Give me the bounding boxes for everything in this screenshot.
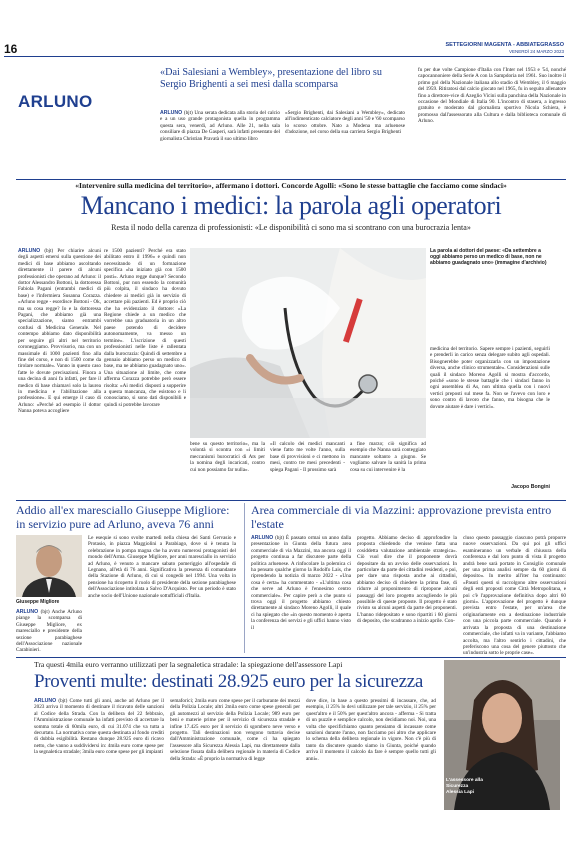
- body-text: bene su questo territorio», ma la volontà si scontra con «i limiti meccanismi burocratici di Ats per la nomina degli incaricati, contro cui non possiamo far nulla».: [190, 441, 265, 473]
- article-column: [430, 346, 550, 410]
- body-text: «Sergio Brighenti, dai Salesiani a Wembley», dedicato all'indimenticato calciatore degli anni '50 e '60 scomparso lo scorso ottobre. Nato a Modena ma arluenese d'adozione, nel corso della sua carriera Sergio Brighenti: [285, 110, 405, 136]
- article-column: [357, 535, 457, 625]
- body-text: (bjt) Una serata dedicata alla storia del calcio e a un uso grande protagonista quella in programma questa sera, venerdì, ad Arluno. Alle 21, nella sala consiliare di piazza De Gasperi, sarà infatti presentato del giornalista Christian Pravatà il suo ultimo libro: [160, 110, 280, 142]
- article-kicker: «Intervenire sulla medicina del territorio», affermano i dottori. Concorde Agolli: «Sono le stesse battaglie che facciamo come sindaci»: [75, 181, 507, 190]
- body-text: (bjt) Per chiarire alcuni degli aspetti emersi sulla questione dei medici di base abbiamo ascoltando direttamente il parere di alcuni professionisti che operano ad Arluno: il dottor Alessandro Bottoni, la dottoressa Fabiola Pagani (entrambi medici di base) e l'infermiera Susanna Corazza. «Arluno regge - esordisce Bottoni - Ok, ma su cosa regge? Io e la dottoressa Pagani, che abbiamo già una specializzazione, siamo entrambi confusi di Medicina Generale. Nel contempo abbiamo dato disponibilità per seguire gli altri nel territorio coroneggiamo. Provvisorio, ma con un massimale di 1000 pazienti fino alla fine del corso, e non di 1500 come da tirolare normale». Vanno in questo caso fatte le dovute precisazioni. Finora a una decina di anni fa infatti, per fare il medico di base chiamavi solo la laurea in medicina e l'abilitazione alla professione». E qui emerge il caso di Arluno: «Perché ad esempio il dottor Nanna poteva accogliere: [18, 248, 101, 415]
- divider: [16, 179, 566, 180]
- article-column: [160, 110, 280, 142]
- article-column: [190, 441, 265, 473]
- issue-date: VENERDÌ 24 MARZO 2023: [508, 49, 564, 54]
- article-column: [251, 535, 351, 631]
- divider: [16, 500, 566, 501]
- article-column: [270, 441, 345, 473]
- body-text: cluso questo passaggio ciascuno potrà proporre nuove osservazioni. Da qui poi gli uffici esamineranno un verbale di chiusura della conferenza e dal loro punto di vista il progetto andrà bene sarà portato in Consiglio comunale per una prima analisi sempre da 60 giorni di deposito». In merito all'iter ha continuato: «Pasuti questi si raccolgono altre osservazioni degli enti proposti come Città Metropolitana, e poi c'è l'approvazione definitiva dopo altri 60 giorni». L'approvazione del progetto è dunque prevista entro l'estate, per un'area che originariamente era a destinazione industriale con una piccola parte commerciale. Quando è arrivata la proposta di una destinazione commerciale, che infatti va in variante, l'abbiamo accolta, ma l'altro sentirlo i cittadini, che preferiscono una cosa del genere piuttosto che un'industria sotto le proprie case».: [463, 535, 566, 657]
- article-column: [306, 698, 436, 762]
- body-text: progetto. Abbiamo deciso di approfondire la proposta chiedendo che venisse fatta una cosiddetta valutazione ambientale strategica». Ciò vuol dire che il proponente dovrà depositare da un avviso delle osservazioni. In particolare da parte dei cittadini residenti, e poi, per dare una risposta anche ai cittadini, abbiamo deciso di chiedere la prima fase, di ridurre al proponimento di ripropone alcuni passaggi del loro progetto accogliendo le più possibile di queste proposte. Il progetto è stato rivisto su alcuni aspetti da parte dei proponenti. L'hanno ridepositato e sono ripartiti i 60 giorni di deposito, che scadranno a inizio aprile. Con-: [357, 535, 457, 625]
- body-text: medicina del territorio. Sapere sempre i pazienti, seguirli e prenderli in carico senza delegare subito agli ospedali. Bisognerebbe poter organizzarla con un impostazione diversa, anche clinico strumentale». Considerazioni sulle quali il sindaco Moreno Agolli si mostra d'accordo, poiché «sono le stesse battaglie che i sindaci fanno in ogni assemblea di As, non ultima quella con i nuovi vertici preposti sul mese fa. Non se l'avevo con loro e sono contro di lavoro che fanno, ma bisogna che le dovute aiutare è dare i vertici».: [430, 346, 550, 410]
- article-column: [18, 248, 101, 415]
- article-title: Area commerciale di via Mazzini: approvazione prevista entro l'estate: [251, 503, 552, 531]
- article-column: [463, 535, 566, 657]
- photo-caption: Giuseppe Migliore: [16, 599, 60, 605]
- column-divider: [244, 503, 245, 653]
- article-column: [285, 110, 405, 136]
- body-text: Le esequie si sono svolte martedì nella chiesa dei Santi Gervasio e Protasio, in piazza Maggiolini a Parabiago, dove si è tenuta la celebrazione in pompa magna che ha avuto numerosi protagonisti del mondo dell'Arma. Giuseppe Migliore, per anni maresciallo in servizio ad Arluno, è venuto a mancare sabato pomeriggio all'ospedale di Legnano, all'età di 76 anni. Significativa la presenza di comandante della Stazione di Arluno, di cui si congedò nel 1994. Una volta in pensione ha ricoperto il ruolo di presidente della sezione parabiaghese dell'Associazione intitolata a Salvo D'Acquisto. Per un periodo è stato anche socio dell'Unione nazionale sottufficiali d'Italia.: [88, 535, 236, 599]
- page-header: [0, 42, 580, 62]
- article-column: [104, 248, 186, 408]
- divider: [16, 657, 566, 658]
- article-column: [16, 609, 82, 654]
- section-label: ARLUNO: [18, 92, 93, 111]
- article-kicker: Tra questi 4mila euro verranno utilizzati per la segnaletica stradale: la spiegazione dell'assessore Lapi: [34, 660, 343, 669]
- header-rule: [4, 56, 564, 57]
- place-tag: ARLUNO: [34, 698, 57, 704]
- article-column: [170, 698, 300, 762]
- article-libro-brighenti: [160, 67, 566, 175]
- article-author: Jacopo Bongini: [511, 484, 550, 490]
- body-text: re 1500 pazienti? Perché era stato abilitato entro il 1996» e quindi non necessitando di un formazione specifica «ha iniziato già con 1500 posti». Arluno regge dunque? Secondo Bottoni, pur non essendo la comunità più colpita, il sindaco ha dovuto chiedere ai medici già in servizio di accettare più pazienti. Ed è proprio ciò che ha evidenziato il dottore: «La Regione chiede a un medico che vorrebbe una graduatoria in un altro paese potendo di decidere autonomamente, va messo un termine». L'iscrizione di questi professionisti nelle liste è rallentata dalla burocrazia: Quindi di settembre a gennaio abbiamo perso un medico di base, ma ne abbiamo guadagnato uno». Una situazione al limite, che come afferma Corazza potrebbe però essere risolta: «Ai medici disposti a sopperire a questa mancanza, che esistono e li conosciamo, si sono dati disponibili e quindi si potrebbe lavorare: [104, 248, 186, 408]
- body-text: (bjt) Come tutti gli anni, anche ad Arluno per il 2023 arriva il momento di destinare il ricavato delle sanzioni al Codice della Strada. Con la delibera del 22 febbraio, l'Amministrazione comunale ha infatti previsto di accertare la somma totale di 60mila euro, di cui 31.074 che va tutta a decurtato. La normativa come questa destinata al fondo crediti di dubbia esigibilità. Restano dunque 28.925 euro di ricavo netto, che vanno a suddividersi in: 4mila euro come spese per la segnaletica stradale; 3mila euro come spese per gli impianti: [34, 698, 165, 756]
- doctor-photo: [190, 248, 426, 438]
- portrait-photo: [16, 535, 82, 597]
- article-title: Addio all'ex maresciallo Giuseppe Migliore: in servizio pure ad Arluno, aveva 76 anni: [16, 503, 230, 531]
- place-tag: ARLUNO: [160, 110, 183, 116]
- article-column: [88, 535, 236, 599]
- body-text: dove dice, in base a questo pressimi di incassare, che, ad esempio, il 25% lo devi utilizzare per tale servizio, il 25% per quest'altro e il 50% per quest'altro ancora - afferma - Si tratta di un puzzle e semplice calcolo, non decidiamo noi. Noi, una volta che specifichiamo quanto pensiamo di incassare come sanzioni durante l'anno, non facciamo poi altro che applicare lo schema della delibera regionale in vigore. Non c'è più di tanto da discutere quando siamo in Giunta, poiché quando arriva il momento il calcolo da fare è sempre quello tutti gli anni».: [306, 698, 436, 762]
- place-tag: ARLUNO: [16, 609, 39, 615]
- article-medici: [16, 181, 566, 496]
- body-text: fu per due volte Campione d'Italia con l'Inter nel 1953 e '54, nonché capocannoniere della Serie A con la Sampdoria nel 1961. Suo inoltre il primo gol della Nazionale italiana allo stadio di Wembley, il 6 maggio del 1959. Ritiratosi dal calcio giocato nel 1965, fu in seguito allenatore fino a direttore-vice di Azeglio Vicini sulla panchina della Nazionale in occasione del Mondiale di Italia 90. L'incontro di stasera, a ingresso gratuito e moderato dal giornalista sportivo Nicola Schiera, è promosso dall'assessorato alla Cultura e dalla biblioteca comunale di Arluno.: [418, 67, 566, 125]
- photo-caption: La parola ai dottori del paese: «Da settembre a oggi abbiamo perso un medico di base, non ne abbiamo guadagnato uno» (immagine d'archivio): [430, 248, 547, 267]
- article-area-commerciale: [251, 503, 566, 657]
- article-title: «Dai Salesiani a Wembley», presentazione del libro su Sergio Brighenti a sei mesi dalla scomparsa: [160, 67, 382, 90]
- body-text: (bjt) È passato ormai un anno dalla presentazione in Giunta della futura area commerciale di via Mazzini, ma ancora oggi il progetto continua a far discutere parte della politica arluenese. A rinfocolare la polemica ci ha pensato qualche giorno la Rodolfo Lais, che riprendendo la notizia di marzo 2022 - «Una cosa è certa» ha commentato - «L'ultima cosa che serve ad Arluno è l'ennesimo centro commerciale». Per capire però a che punto si trova oggi il progetto abbiamo chiesto direttamente al sindaco Moreno Agolli, il quale ci ha spiegato che «in questo momento è aperta la conferenza dei servizi e gli uffici hanno visto il: [251, 535, 352, 631]
- photo-caption: L'assessore alla Sicurezza Alessia Lapi: [446, 778, 483, 795]
- article-subtitle: Resta il nodo della carenza di professionisti: «Le disponibilità ci sono ma si scontrano con una burocrazia lenta»: [111, 223, 471, 232]
- place-tag: ARLUNO: [18, 248, 41, 254]
- doctor-illustration-icon: [190, 248, 426, 438]
- person-portrait-icon: [16, 535, 82, 597]
- page-number: 16: [4, 42, 18, 56]
- article-column: [350, 441, 426, 473]
- body-text: «Il calcolo dei medici mancanti viene fatto me volte l'anno, sulla base di provvisioni e ci mettono in mesi, contro tre mesi precedenti - spiega Pagani - Il prossimo sarà: [270, 441, 345, 473]
- article-migliore: [16, 503, 236, 653]
- body-text: a fine marzo; ciò significa ad esempio che Nanna sarà conteggiato mancante soltanto a giugno. Se vogliamo salvare la sanità la prima cosa su cui intervenire è la: [350, 441, 426, 473]
- article-title: Proventi multe: destinati 28.925 euro per la sicurezza: [34, 671, 424, 692]
- body-text: semaforici; 2mila euro come spese per il carburante dei mezzi della Polizia Locale; altri 2mila euro come spese generali per gli automezzi al servizio della Polizia Locale; 989 euro per beni e materie prime per il servizio di sicurezza stradale e infine 17.425 euro per il servizio di sgombero neve verso e progetto. Tali destinazioni non vengono tuttavia decise dall'Amministrazione comunale, come ci ha spiegato l'assessore alla Sicurezza Alessia Lapi, ma direttamente dalla selezione fissata dalla delibera regionale in materia di Codice della Strada: «È proprio la normativa di legge: [170, 698, 300, 762]
- article-column: [34, 698, 164, 756]
- newspaper-name: SETTEGIORNI MAGENTA - ABBIATEGRASSO: [445, 42, 564, 48]
- article-column: [418, 67, 566, 125]
- place-tag: ARLUNO: [251, 535, 274, 541]
- body-text: (bjt) Anche Arluno piange la scomparsa di Giuseppe Migliore, ex maresciallo e presidente della sezione parabiaghese dell'Associazione nazionale Carabinieri.: [16, 609, 83, 654]
- article-proventi-multe: [16, 660, 566, 835]
- article-title: Mancano i medici: la parola agli operatori: [80, 191, 502, 220]
